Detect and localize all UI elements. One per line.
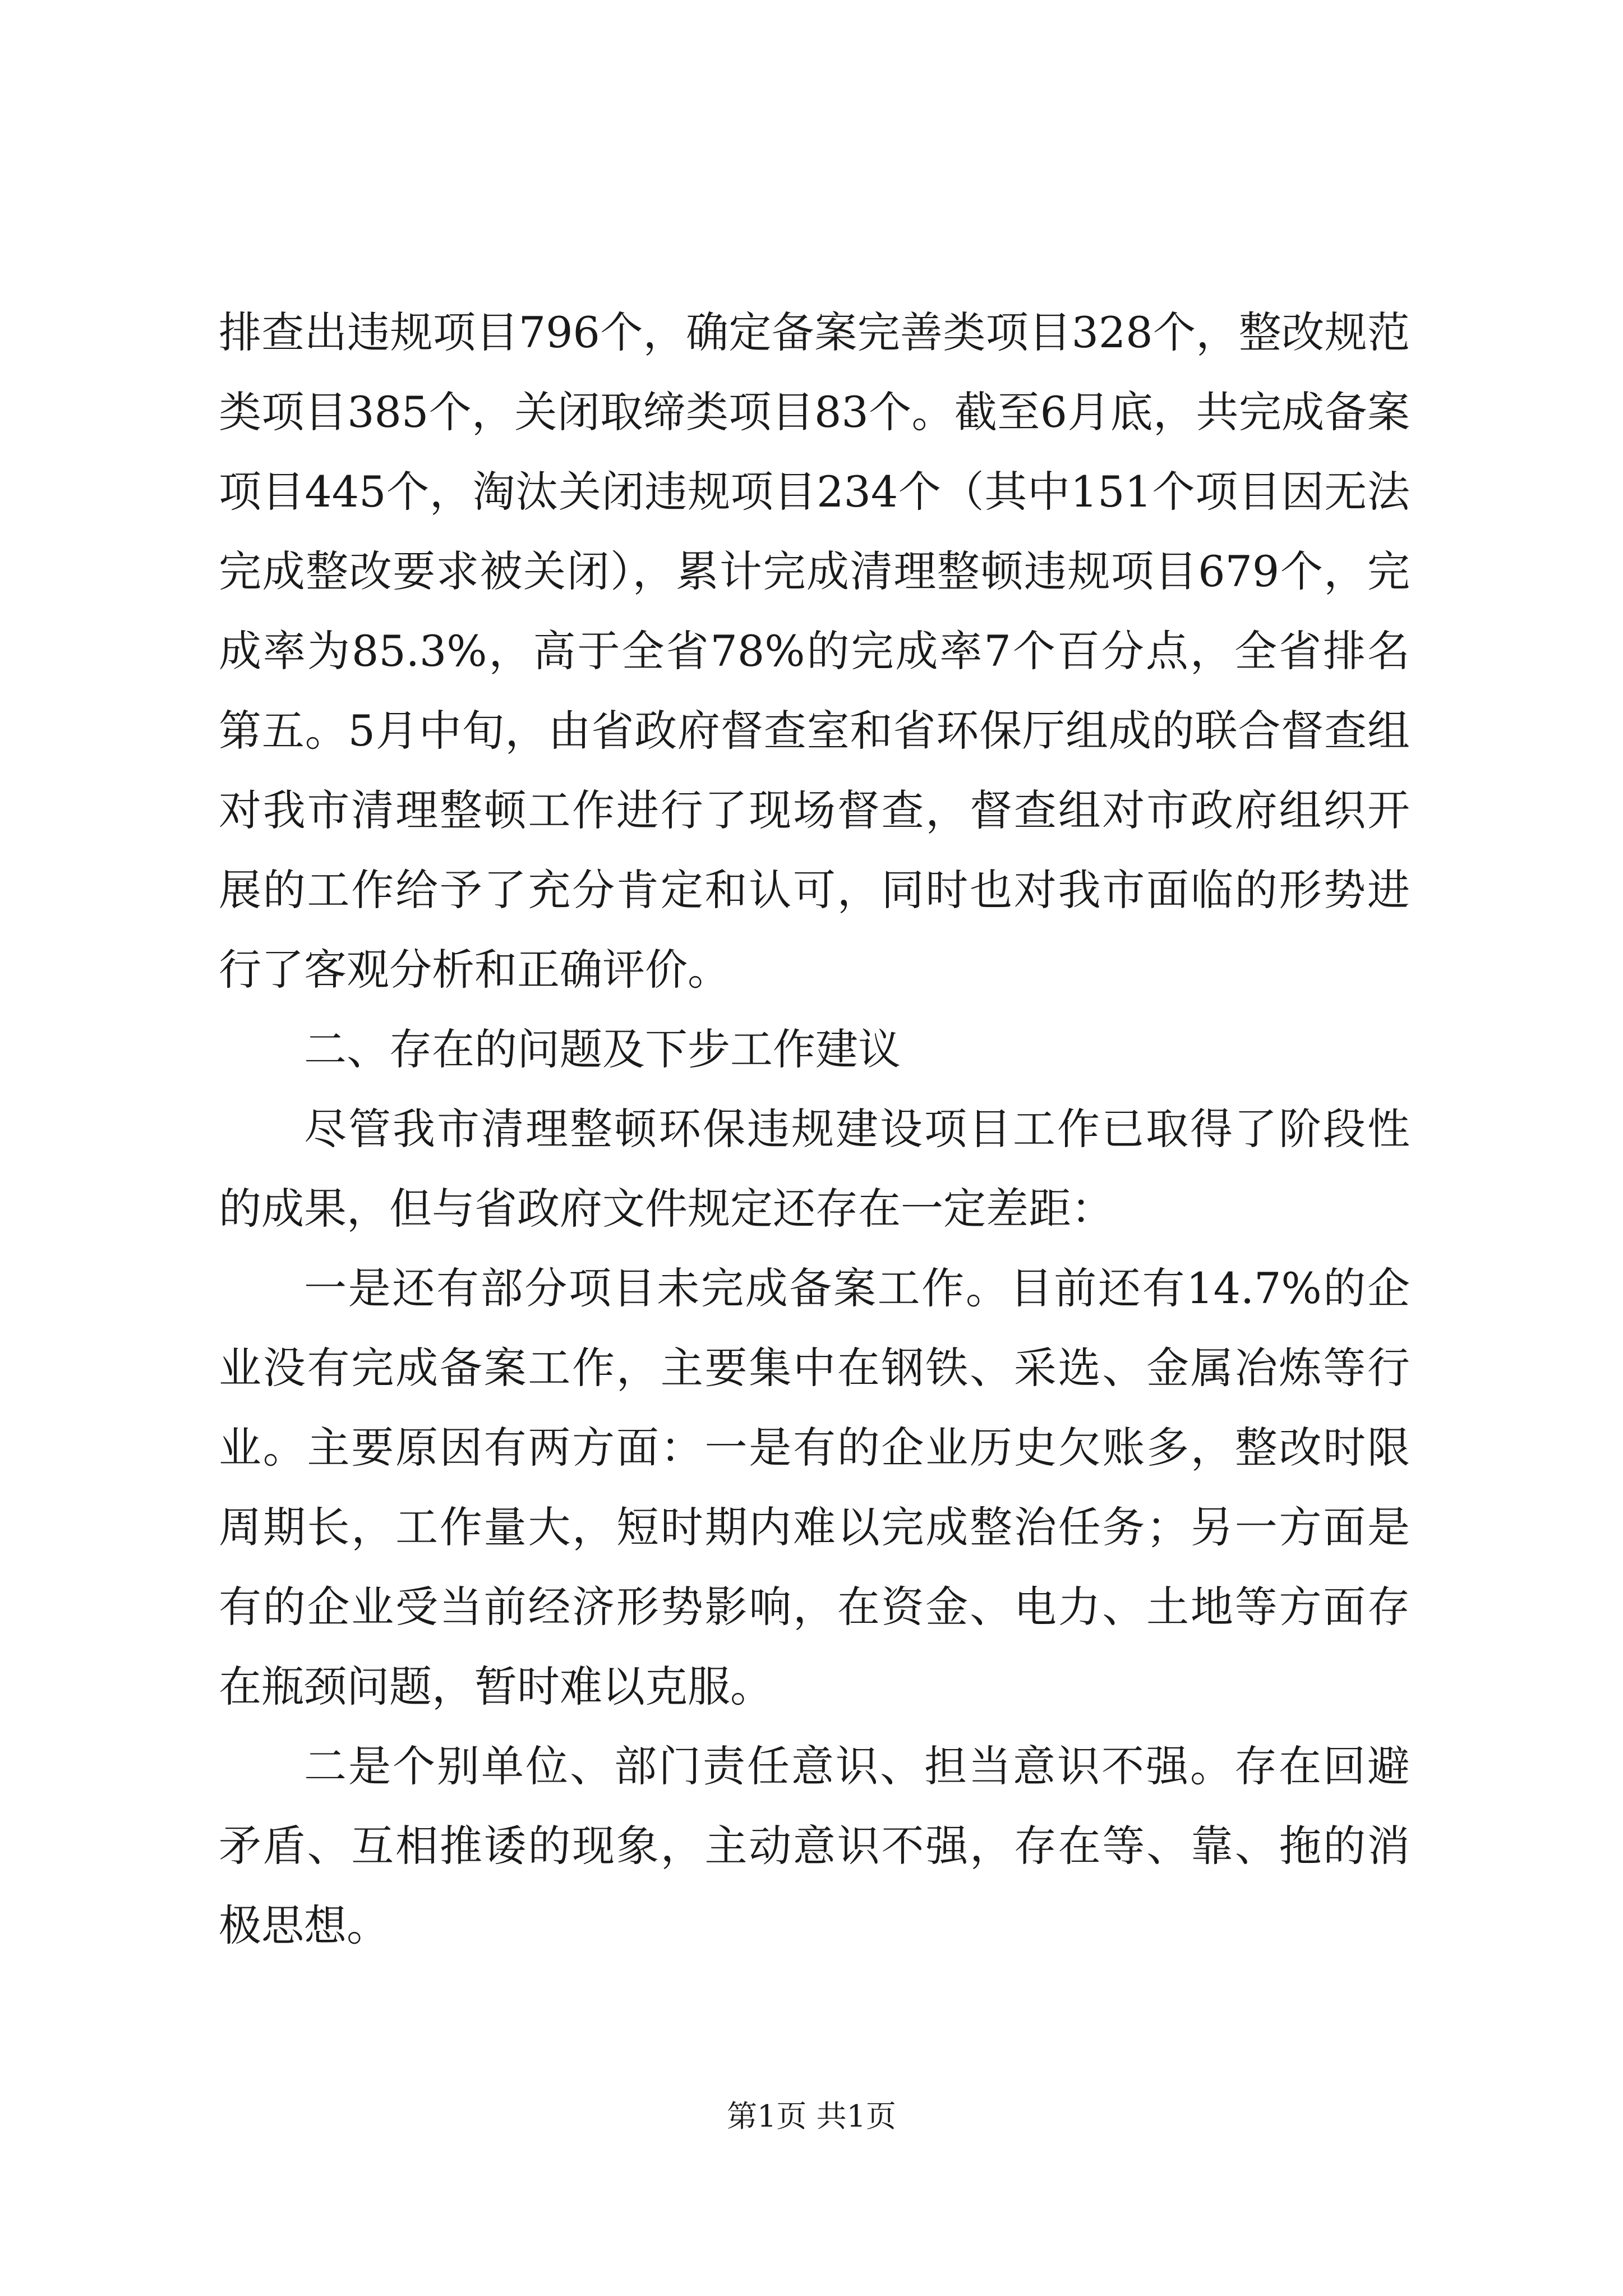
paragraph-continuation: 排查出违规项目796个，确定备案完善类项目328个，整改规范类项目385个，关闭取缔类项目83个。截至6月底，共完成备案项目445个，淘汰关闭违规项目234个（其中151个项目因无法完成整改要求被关闭），累计完成清理整顿违规项目679个，完成率为85.3%，高于全省78%的完成率7个百分点，全省排名第五。5月中旬，由省政府督查室和省环保厅组成的联合督查组对我市清理整顿工作进行了现场督查，督查组对市政府组织开展的工作给予了充分肯定和认可，同时也对我市面临的形势进行了客观分析和正确评价。 — [219, 307, 1410, 995]
paragraph-issue-two: 二是个别单位、部门责任意识、担当意识不强。存在回避矛盾、互相推诿的现象，主动意识不强，存在等、靠、拖的消极思想。 — [219, 1741, 1410, 1950]
paragraph-issue-one: 一是还有部分项目未完成备案工作。目前还有14.7%的企业没有完成备案工作，主要集中在钢铁、采选、金属冶炼等行业。主要原因有两方面：一是有的企业历史欠账多，整改时限周期长，工作量大，短时期内难以完成整治任务；另一方面是有的企业受当前经济形势影响，在资金、电力、土地等方面存在瓶颈问题，暂时难以克服。 — [219, 1263, 1410, 1711]
page-footer: 第1页 共1页 — [727, 2099, 896, 2134]
document-body — [219, 293, 1410, 1966]
paragraph-intro: 尽管我市清理整顿环保违规建设项目工作已取得了阶段性的成果，但与省政府文件规定还存在一定差距： — [219, 1104, 1410, 1234]
section-heading: 二、存在的问题及下步工作建议 — [304, 1024, 901, 1074]
